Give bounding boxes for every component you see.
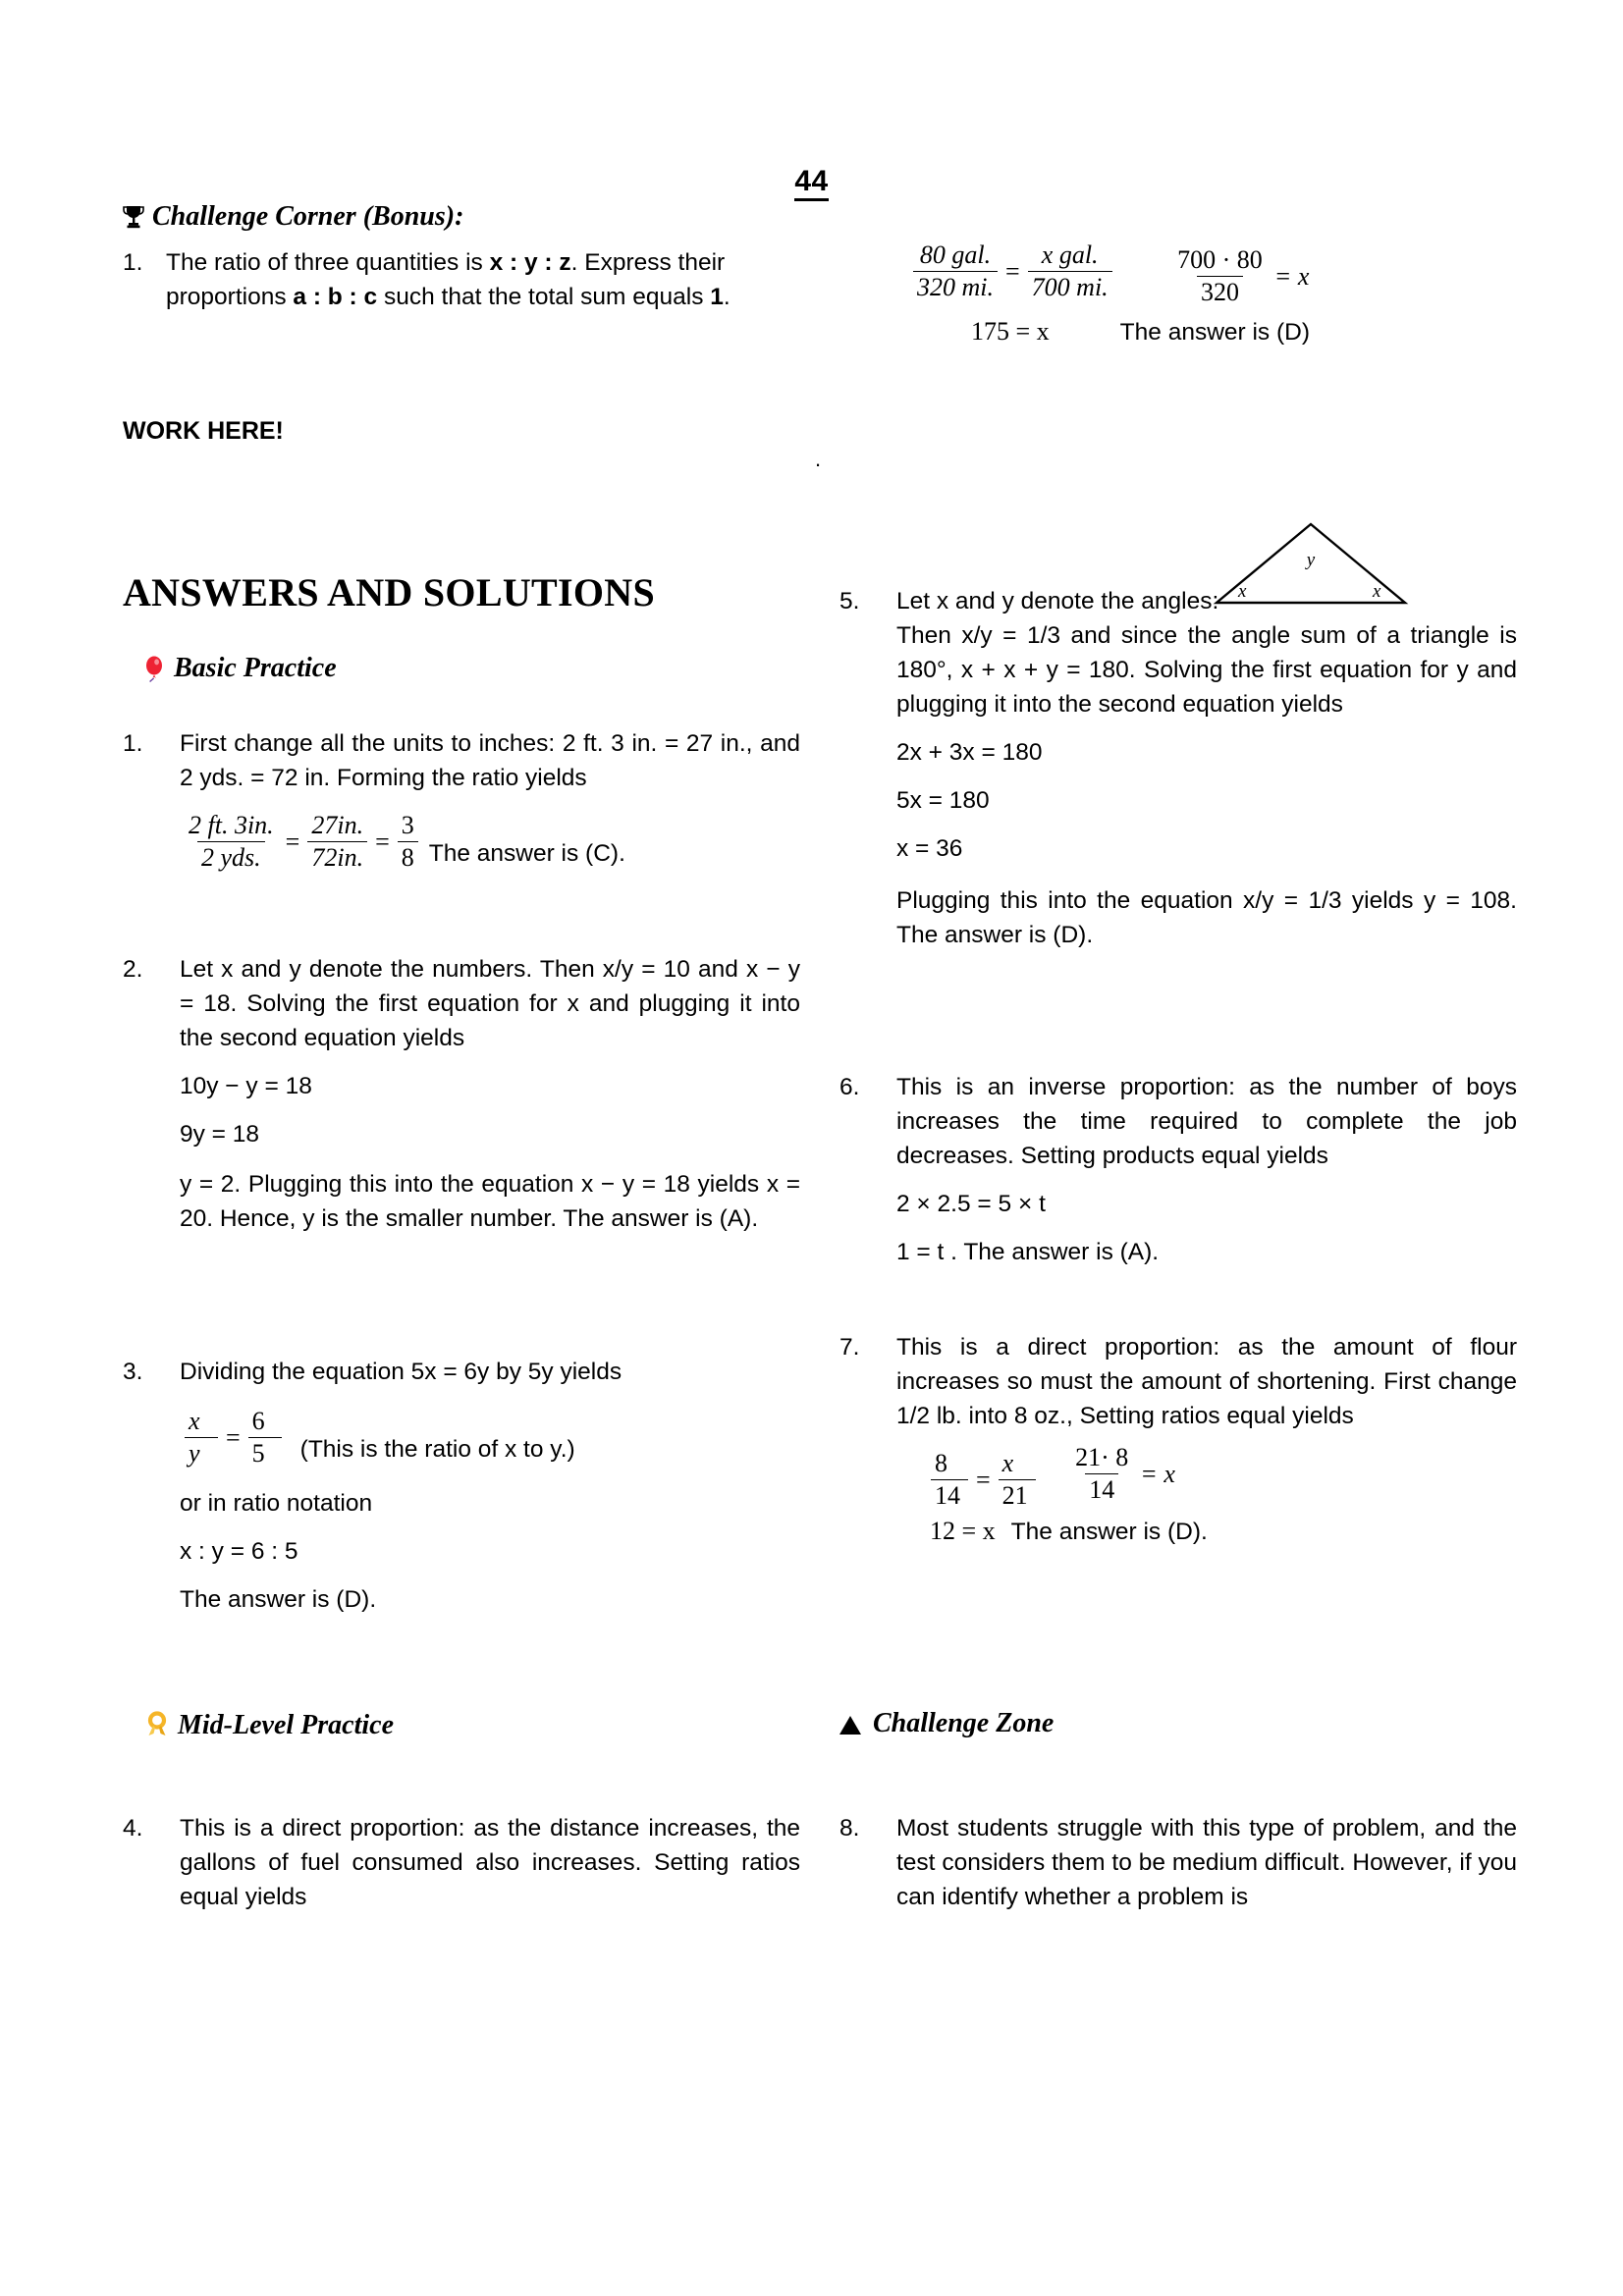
challenge-zone-label: Challenge Zone	[873, 1708, 1055, 1738]
solution-3-text-2: or in ratio notation	[180, 1490, 373, 1517]
fraction-numerator: x gal.	[1041, 240, 1099, 269]
solution-item-6	[839, 1070, 1517, 1269]
challenge-corner-title: Challenge Corner (Bonus):	[152, 201, 464, 232]
item-body	[166, 245, 771, 314]
fraction-3	[398, 811, 418, 873]
cc-bold-3: 1	[710, 284, 724, 310]
fraction-denominator: 320 mi.	[913, 271, 998, 302]
fraction-2	[999, 1449, 1036, 1511]
solution-7-math-2	[1066, 1443, 1178, 1505]
solution-1-answer: The answer is (C).	[428, 840, 625, 867]
solution-item-7	[839, 1330, 1517, 1549]
triangle-figure	[1213, 518, 1409, 616]
solution-4-text: This is a direct proportion: as the distance increases, the gallons of fuel consumed also increases. Setting ratios equal yields	[180, 1815, 800, 1910]
fraction-numerator: 21· 8	[1075, 1443, 1129, 1471]
cc-text-4: .	[723, 284, 730, 310]
solution-2-eq-1: 10y − y = 18	[180, 1073, 312, 1099]
fraction-2	[307, 811, 367, 873]
fraction	[1173, 245, 1267, 307]
item-body	[896, 1070, 1517, 1269]
top-right-eq-1	[908, 240, 1117, 302]
fraction-numerator: x	[1001, 1449, 1014, 1477]
fraction-numerator: 8	[935, 1449, 947, 1477]
fraction-numerator: 2 ft. 3in.	[189, 811, 274, 839]
challenge-corner-heading	[123, 201, 463, 233]
page-number	[0, 165, 1623, 198]
solution-7-math-1	[926, 1449, 1041, 1511]
challenge-zone-heading	[839, 1708, 1054, 1739]
solution-7-answer: The answer is (D).	[1010, 1519, 1208, 1545]
solution-7-eq-3: 12 = x	[930, 1517, 996, 1545]
solution-5-eq-3: x = 36	[896, 835, 963, 862]
item-number: 4.	[123, 1815, 143, 1842]
equals-sign: =	[976, 1465, 991, 1494]
item-body	[180, 1355, 800, 1617]
solution-7-final-row	[896, 1515, 1517, 1549]
solution-5-text-2: Then x/y = 1/3 and since the angle sum of a triangle is 180°, x + x + y = 180. Solving the first equation for y and plugging it into the second equation yields	[896, 622, 1517, 718]
trophy-icon	[123, 204, 144, 230]
triangle-label-left: x	[1238, 581, 1247, 602]
mid-level-practice-heading	[144, 1710, 394, 1741]
cc-text-1: The ratio of three quantities is	[166, 249, 490, 276]
fraction-1	[931, 1449, 968, 1511]
fraction-denominator: 2 yds.	[197, 841, 265, 873]
work-here-label: WORK HERE!	[123, 417, 284, 445]
top-right-eq-3-row	[908, 315, 1312, 349]
solution-1-text: First change all the units to inches: 2 ft. 3 in. = 27 in., and 2 yds. = 72 in. Forming the ratio yields	[180, 730, 800, 791]
equals-x: = x	[1140, 1459, 1175, 1488]
solution-item-3	[123, 1355, 800, 1617]
top-right-eq-2	[1168, 245, 1312, 307]
ribbon-icon	[144, 1711, 170, 1740]
solution-2-eq-2: 9y = 18	[180, 1121, 260, 1148]
fraction-denominator: 14	[931, 1479, 968, 1511]
item-body	[180, 726, 800, 873]
cc-text-3: such that the total sum equals	[377, 284, 711, 310]
math-expression	[180, 1407, 287, 1468]
solution-6-eq-2: 1 = t . The answer is (A).	[896, 1239, 1160, 1265]
top-right-answer: The answer is (D)	[1119, 319, 1310, 346]
triangle-icon	[839, 1716, 861, 1735]
fraction-numerator: 80 gal.	[919, 240, 992, 269]
solution-6-eq-1: 2 × 2.5 = 5 × t	[896, 1191, 1046, 1217]
fraction-1	[185, 811, 278, 873]
cc-bold-1: x : y : z	[489, 249, 571, 276]
top-right-eq-3: 175 = x	[971, 317, 1050, 346]
fraction	[1071, 1443, 1132, 1505]
item-body	[180, 952, 800, 1236]
solution-2-text: Let x and y denote the numbers. Then x/y = 10 and x − y = 18. Solving the first equation for x and plugging it into the second equation yields	[180, 956, 800, 1051]
equals-sign: =	[375, 827, 390, 856]
fraction-numerator: 27in.	[311, 811, 364, 839]
basic-practice-label: Basic Practice	[174, 653, 337, 683]
fraction-denominator: 72in.	[307, 841, 367, 873]
challenge-corner-item-1	[123, 245, 771, 314]
fraction-denominator: 14	[1085, 1473, 1118, 1505]
triangle-label-top: y	[1306, 550, 1316, 570]
solution-5-eq-1: 2x + 3x = 180	[896, 739, 1043, 766]
fraction-2	[248, 1407, 282, 1468]
balloon-icon	[144, 655, 166, 682]
solution-3-math	[180, 1407, 800, 1468]
solution-6-text: This is an inverse proportion: as the number of boys increases the time required to complete the job decreases. Setting products equal yields	[896, 1074, 1517, 1169]
fraction-denominator: y	[185, 1437, 218, 1468]
solution-3-eq: x : y = 6 : 5	[180, 1538, 298, 1565]
item-body	[896, 584, 1517, 952]
item-number: 8.	[839, 1815, 860, 1842]
fraction-denominator: 8	[398, 841, 418, 873]
top-right-solution	[908, 236, 1312, 349]
item-number: 1.	[123, 730, 143, 757]
fraction-left	[913, 240, 998, 302]
fraction-right	[1028, 240, 1112, 302]
solution-item-4	[123, 1811, 800, 1914]
cc-bold-2: a : b : c	[293, 284, 378, 310]
basic-practice-heading	[144, 653, 337, 684]
triangle-label-right: x	[1373, 581, 1381, 602]
fraction-1	[185, 1407, 218, 1468]
solution-5-text-3: Plugging this into the equation x/y = 1/3 yields y = 108. The answer is (D).	[896, 887, 1517, 948]
item-number: 7.	[839, 1334, 860, 1361]
equals-sign: =	[1005, 256, 1020, 286]
fraction-numerator: 3	[401, 811, 414, 839]
fraction-denominator: 21	[999, 1479, 1036, 1511]
solution-3-answer: The answer is (D).	[180, 1586, 377, 1613]
answers-and-solutions-heading: ANSWERS AND SOLUTIONS	[123, 570, 656, 614]
solution-5-text-1: Let x and y denote the angles:	[896, 588, 1219, 614]
item-number: 5.	[839, 588, 860, 614]
solution-8-text: Most students struggle with this type of problem, and the test considers them to be medium difficult. However, if you can identify whether a problem is	[896, 1815, 1517, 1910]
equals-sign: =	[226, 1422, 241, 1452]
item-body	[896, 1330, 1517, 1549]
item-body	[896, 1811, 1517, 1914]
solution-7-text: This is a direct proportion: as the amount of flour increases so must the amount of shortening. First change 1/2 lb. into 8 oz., Setting ratios equal yields	[896, 1334, 1517, 1429]
fraction-denominator: 5	[248, 1437, 282, 1468]
item-number: 1.	[123, 249, 143, 276]
fraction-denominator: 700 mi.	[1028, 271, 1112, 302]
cc-text-2: . Express their proportions	[166, 249, 726, 310]
solution-1-math	[180, 811, 800, 873]
solution-3-note: (This is the ratio of x to y.)	[299, 1436, 575, 1463]
solution-item-8	[839, 1811, 1517, 1914]
item-number: 2.	[123, 956, 143, 983]
item-number: 6.	[839, 1074, 860, 1100]
equals-x: = x	[1273, 261, 1310, 291]
fraction-denominator: 320	[1197, 276, 1243, 307]
stray-period: .	[815, 447, 822, 471]
solution-item-5	[839, 584, 1517, 952]
fraction-numerator: 700 · 80	[1177, 245, 1263, 274]
solution-item-2	[123, 952, 800, 1236]
equals-sign: =	[285, 827, 300, 856]
item-body	[180, 1811, 800, 1914]
solution-3-text: Dividing the equation 5x = 6y by 5y yields	[180, 1359, 622, 1385]
math-expression	[180, 811, 423, 873]
solution-2-text-2: y = 2. Plugging this into the equation x − y = 18 yields x = 20. Hence, y is the smaller number. The answer is (A).	[180, 1171, 800, 1232]
solution-5-eq-2: 5x = 180	[896, 787, 990, 814]
page-number-value: 44	[794, 165, 828, 201]
item-number: 3.	[123, 1359, 143, 1385]
solution-item-1	[123, 726, 800, 873]
fraction-numerator: x	[189, 1407, 200, 1435]
fraction-numerator: 6	[251, 1407, 265, 1435]
mid-level-practice-label: Mid-Level Practice	[178, 1710, 395, 1740]
